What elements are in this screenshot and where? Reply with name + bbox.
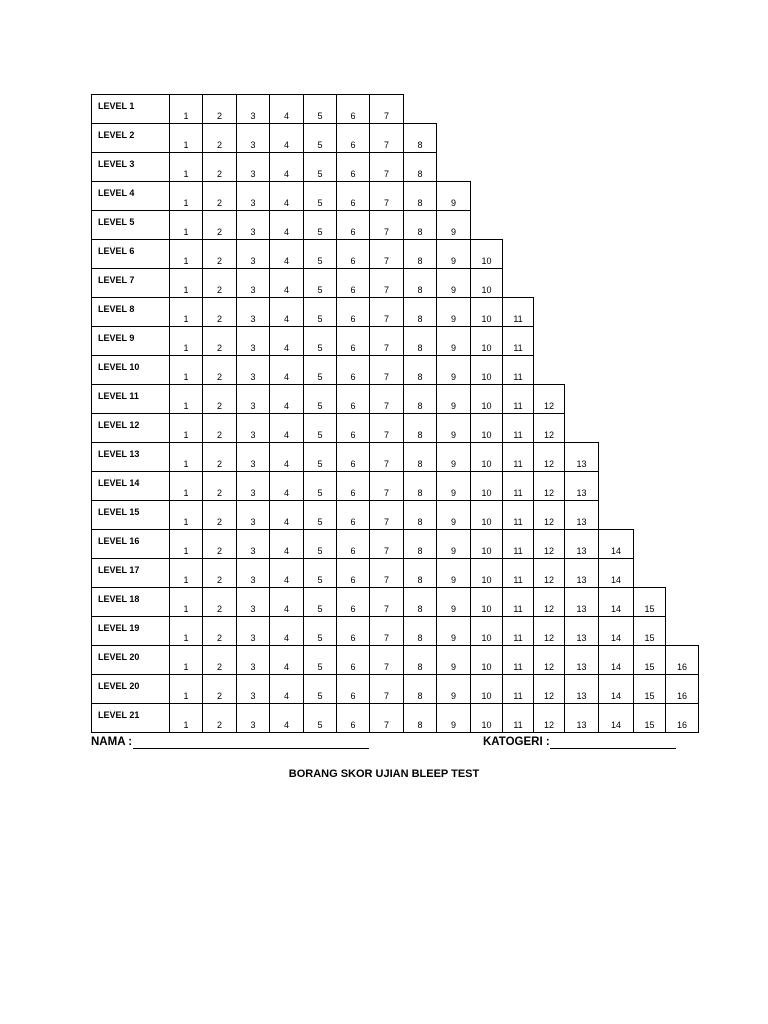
shuttle-cell[interactable]: 8 bbox=[403, 587, 437, 617]
shuttle-cell[interactable]: 6 bbox=[336, 674, 370, 704]
shuttle-cell[interactable]: 10 bbox=[470, 500, 503, 530]
shuttle-cell[interactable]: 11 bbox=[502, 587, 534, 617]
shuttle-cell[interactable]: 10 bbox=[470, 355, 503, 385]
level-label: LEVEL 19 bbox=[91, 616, 170, 646]
shuttle-cell[interactable]: 4 bbox=[269, 442, 304, 472]
shuttle-cell[interactable]: 9 bbox=[436, 471, 471, 501]
shuttle-cell[interactable]: 6 bbox=[336, 645, 370, 675]
shuttle-cell[interactable]: 5 bbox=[303, 558, 337, 588]
level-label: LEVEL 20 bbox=[91, 645, 170, 675]
shuttle-cell[interactable]: 15 bbox=[633, 674, 666, 704]
shuttle-cell[interactable]: 6 bbox=[336, 529, 370, 559]
form-title: BORANG SKOR UJIAN BLEEP TEST bbox=[288, 768, 480, 780]
level-label: LEVEL 1 bbox=[91, 94, 170, 124]
shuttle-cell[interactable]: 8 bbox=[403, 500, 437, 530]
shuttle-cell[interactable]: 5 bbox=[303, 268, 337, 298]
shuttle-cell[interactable]: 7 bbox=[369, 355, 404, 385]
shuttle-cell[interactable]: 1 bbox=[169, 587, 203, 617]
level-label: LEVEL 7 bbox=[91, 268, 170, 298]
shuttle-cell[interactable]: 4 bbox=[269, 210, 304, 240]
shuttle-cell[interactable]: 2 bbox=[202, 239, 237, 269]
shuttle-cell[interactable]: 5 bbox=[303, 645, 337, 675]
shuttle-cell[interactable]: 4 bbox=[269, 645, 304, 675]
shuttle-cell[interactable]: 4 bbox=[269, 471, 304, 501]
shuttle-cell[interactable]: 6 bbox=[336, 616, 370, 646]
shuttle-cell[interactable]: 9 bbox=[436, 587, 471, 617]
shuttle-cell[interactable]: 8 bbox=[403, 703, 437, 733]
name-field-line[interactable] bbox=[133, 748, 369, 749]
shuttle-cell[interactable]: 6 bbox=[336, 326, 370, 356]
shuttle-cell[interactable]: 4 bbox=[269, 384, 304, 414]
shuttle-cell[interactable]: 3 bbox=[236, 442, 270, 472]
shuttle-cell[interactable]: 8 bbox=[403, 355, 437, 385]
shuttle-cell[interactable]: 9 bbox=[436, 297, 471, 327]
level-label: LEVEL 20 bbox=[91, 674, 170, 704]
shuttle-cell[interactable]: 9 bbox=[436, 616, 471, 646]
shuttle-cell[interactable]: 2 bbox=[202, 326, 237, 356]
shuttle-cell[interactable]: 2 bbox=[202, 703, 237, 733]
shuttle-cell[interactable]: 1 bbox=[169, 529, 203, 559]
shuttle-cell[interactable]: 4 bbox=[269, 94, 304, 124]
shuttle-cell[interactable]: 3 bbox=[236, 703, 270, 733]
shuttle-cell[interactable]: 11 bbox=[502, 471, 534, 501]
shuttle-cell[interactable]: 5 bbox=[303, 181, 337, 211]
shuttle-cell[interactable]: 1 bbox=[169, 268, 203, 298]
shuttle-cell[interactable]: 8 bbox=[403, 297, 437, 327]
shuttle-cell[interactable]: 14 bbox=[598, 529, 634, 559]
shuttle-cell[interactable]: 7 bbox=[369, 239, 404, 269]
shuttle-cell[interactable]: 12 bbox=[533, 587, 565, 617]
level-label: LEVEL 5 bbox=[91, 210, 170, 240]
shuttle-cell[interactable]: 12 bbox=[533, 500, 565, 530]
shuttle-cell[interactable]: 2 bbox=[202, 558, 237, 588]
shuttle-cell[interactable]: 6 bbox=[336, 442, 370, 472]
shuttle-cell[interactable]: 5 bbox=[303, 297, 337, 327]
level-label: LEVEL 2 bbox=[91, 123, 170, 153]
shuttle-cell[interactable]: 1 bbox=[169, 123, 203, 153]
shuttle-cell[interactable]: 4 bbox=[269, 268, 304, 298]
shuttle-cell[interactable]: 13 bbox=[564, 442, 599, 472]
shuttle-cell[interactable]: 3 bbox=[236, 94, 270, 124]
shuttle-cell[interactable]: 9 bbox=[436, 210, 471, 240]
shuttle-cell[interactable]: 3 bbox=[236, 471, 270, 501]
shuttle-cell[interactable]: 9 bbox=[436, 558, 471, 588]
shuttle-cell[interactable]: 4 bbox=[269, 152, 304, 182]
shuttle-cell[interactable]: 2 bbox=[202, 210, 237, 240]
shuttle-cell[interactable]: 11 bbox=[502, 384, 534, 414]
level-label: LEVEL 11 bbox=[91, 384, 170, 414]
shuttle-cell[interactable]: 5 bbox=[303, 674, 337, 704]
shuttle-cell[interactable]: 15 bbox=[633, 645, 666, 675]
shuttle-cell[interactable]: 8 bbox=[403, 268, 437, 298]
shuttle-cell[interactable]: 6 bbox=[336, 152, 370, 182]
shuttle-cell[interactable]: 4 bbox=[269, 703, 304, 733]
shuttle-cell[interactable]: 9 bbox=[436, 645, 471, 675]
level-label: LEVEL 15 bbox=[91, 500, 170, 530]
shuttle-cell[interactable]: 5 bbox=[303, 94, 337, 124]
shuttle-cell[interactable]: 13 bbox=[564, 500, 599, 530]
shuttle-cell[interactable]: 5 bbox=[303, 529, 337, 559]
shuttle-cell[interactable]: 12 bbox=[533, 674, 565, 704]
shuttle-cell[interactable]: 13 bbox=[564, 558, 599, 588]
shuttle-cell[interactable]: 12 bbox=[533, 645, 565, 675]
shuttle-cell[interactable]: 5 bbox=[303, 355, 337, 385]
shuttle-cell[interactable]: 6 bbox=[336, 123, 370, 153]
shuttle-cell[interactable]: 4 bbox=[269, 413, 304, 443]
shuttle-cell[interactable]: 2 bbox=[202, 442, 237, 472]
shuttle-cell[interactable]: 1 bbox=[169, 442, 203, 472]
shuttle-cell[interactable]: 4 bbox=[269, 326, 304, 356]
shuttle-cell[interactable]: 7 bbox=[369, 471, 404, 501]
shuttle-cell[interactable]: 7 bbox=[369, 500, 404, 530]
shuttle-cell[interactable]: 8 bbox=[403, 239, 437, 269]
shuttle-cell[interactable]: 6 bbox=[336, 210, 370, 240]
shuttle-cell[interactable]: 1 bbox=[169, 297, 203, 327]
shuttle-cell[interactable]: 3 bbox=[236, 645, 270, 675]
shuttle-cell[interactable]: 10 bbox=[470, 442, 503, 472]
shuttle-cell[interactable]: 9 bbox=[436, 384, 471, 414]
shuttle-cell[interactable]: 1 bbox=[169, 210, 203, 240]
shuttle-cell[interactable]: 3 bbox=[236, 413, 270, 443]
shuttle-cell[interactable]: 5 bbox=[303, 587, 337, 617]
shuttle-cell[interactable]: 2 bbox=[202, 355, 237, 385]
shuttle-cell[interactable]: 11 bbox=[502, 442, 534, 472]
shuttle-cell[interactable]: 3 bbox=[236, 587, 270, 617]
shuttle-cell[interactable]: 7 bbox=[369, 645, 404, 675]
shuttle-cell[interactable]: 8 bbox=[403, 645, 437, 675]
shuttle-cell[interactable]: 1 bbox=[169, 413, 203, 443]
shuttle-cell[interactable]: 5 bbox=[303, 210, 337, 240]
shuttle-cell[interactable]: 5 bbox=[303, 616, 337, 646]
shuttle-cell[interactable]: 4 bbox=[269, 674, 304, 704]
shuttle-cell[interactable]: 3 bbox=[236, 123, 270, 153]
shuttle-cell[interactable]: 10 bbox=[470, 239, 503, 269]
shuttle-cell[interactable]: 11 bbox=[502, 355, 534, 385]
shuttle-cell[interactable]: 5 bbox=[303, 442, 337, 472]
shuttle-cell[interactable]: 10 bbox=[470, 558, 503, 588]
shuttle-cell[interactable]: 13 bbox=[564, 616, 599, 646]
shuttle-cell[interactable]: 2 bbox=[202, 529, 237, 559]
shuttle-cell[interactable]: 7 bbox=[369, 674, 404, 704]
shuttle-cell[interactable]: 14 bbox=[598, 703, 634, 733]
shuttle-cell[interactable]: 5 bbox=[303, 413, 337, 443]
shuttle-cell[interactable]: 6 bbox=[336, 587, 370, 617]
category-label: KATOGERI : bbox=[483, 736, 550, 748]
shuttle-cell[interactable]: 13 bbox=[564, 674, 599, 704]
shuttle-cell[interactable]: 12 bbox=[533, 413, 565, 443]
shuttle-cell[interactable]: 5 bbox=[303, 500, 337, 530]
shuttle-cell[interactable]: 4 bbox=[269, 355, 304, 385]
shuttle-cell[interactable]: 6 bbox=[336, 413, 370, 443]
shuttle-cell[interactable]: 11 bbox=[502, 674, 534, 704]
level-label: LEVEL 9 bbox=[91, 326, 170, 356]
shuttle-cell[interactable]: 8 bbox=[403, 616, 437, 646]
shuttle-cell[interactable]: 4 bbox=[269, 500, 304, 530]
shuttle-cell[interactable]: 4 bbox=[269, 529, 304, 559]
level-label: LEVEL 12 bbox=[91, 413, 170, 443]
shuttle-cell[interactable]: 9 bbox=[436, 239, 471, 269]
shuttle-cell[interactable]: 2 bbox=[202, 645, 237, 675]
shuttle-cell[interactable]: 3 bbox=[236, 297, 270, 327]
shuttle-cell[interactable]: 2 bbox=[202, 123, 237, 153]
level-label: LEVEL 13 bbox=[91, 442, 170, 472]
shuttle-cell[interactable]: 6 bbox=[336, 94, 370, 124]
shuttle-cell[interactable]: 5 bbox=[303, 123, 337, 153]
shuttle-cell[interactable]: 10 bbox=[470, 413, 503, 443]
shuttle-cell[interactable]: 13 bbox=[564, 471, 599, 501]
shuttle-cell[interactable]: 1 bbox=[169, 471, 203, 501]
shuttle-cell[interactable]: 7 bbox=[369, 123, 404, 153]
shuttle-cell[interactable]: 1 bbox=[169, 616, 203, 646]
shuttle-cell[interactable]: 11 bbox=[502, 529, 534, 559]
shuttle-cell[interactable]: 2 bbox=[202, 587, 237, 617]
shuttle-cell[interactable]: 9 bbox=[436, 413, 471, 443]
level-label: LEVEL 21 bbox=[91, 703, 170, 733]
shuttle-cell[interactable]: 10 bbox=[470, 297, 503, 327]
shuttle-cell[interactable]: 6 bbox=[336, 181, 370, 211]
level-label: LEVEL 8 bbox=[91, 297, 170, 327]
shuttle-cell[interactable]: 13 bbox=[564, 645, 599, 675]
shuttle-cell[interactable]: 1 bbox=[169, 674, 203, 704]
shuttle-cell[interactable]: 2 bbox=[202, 297, 237, 327]
shuttle-cell[interactable]: 1 bbox=[169, 384, 203, 414]
shuttle-cell[interactable]: 3 bbox=[236, 210, 270, 240]
shuttle-cell[interactable]: 5 bbox=[303, 384, 337, 414]
shuttle-cell[interactable]: 3 bbox=[236, 500, 270, 530]
shuttle-cell[interactable]: 6 bbox=[336, 297, 370, 327]
shuttle-cell[interactable]: 2 bbox=[202, 384, 237, 414]
shuttle-cell[interactable]: 1 bbox=[169, 94, 203, 124]
shuttle-cell[interactable]: 10 bbox=[470, 587, 503, 617]
shuttle-cell[interactable]: 6 bbox=[336, 268, 370, 298]
shuttle-cell[interactable]: 8 bbox=[403, 123, 437, 153]
shuttle-cell[interactable]: 9 bbox=[436, 674, 471, 704]
shuttle-cell[interactable]: 4 bbox=[269, 558, 304, 588]
shuttle-cell[interactable]: 5 bbox=[303, 703, 337, 733]
shuttle-cell[interactable]: 6 bbox=[336, 239, 370, 269]
level-label: LEVEL 17 bbox=[91, 558, 170, 588]
shuttle-cell[interactable]: 4 bbox=[269, 181, 304, 211]
shuttle-cell[interactable]: 14 bbox=[598, 645, 634, 675]
shuttle-cell[interactable]: 13 bbox=[564, 703, 599, 733]
shuttle-cell[interactable]: 7 bbox=[369, 297, 404, 327]
name-label: NAMA : bbox=[91, 736, 133, 748]
shuttle-cell[interactable]: 7 bbox=[369, 384, 404, 414]
shuttle-cell[interactable]: 10 bbox=[470, 268, 503, 298]
shuttle-cell[interactable]: 5 bbox=[303, 239, 337, 269]
shuttle-cell[interactable]: 7 bbox=[369, 268, 404, 298]
shuttle-cell[interactable]: 8 bbox=[403, 471, 437, 501]
shuttle-cell[interactable]: 1 bbox=[169, 181, 203, 211]
shuttle-cell[interactable]: 2 bbox=[202, 471, 237, 501]
shuttle-cell[interactable]: 10 bbox=[470, 326, 503, 356]
shuttle-cell[interactable]: 2 bbox=[202, 674, 237, 704]
shuttle-cell[interactable]: 4 bbox=[269, 239, 304, 269]
shuttle-cell[interactable]: 6 bbox=[336, 558, 370, 588]
shuttle-cell[interactable]: 10 bbox=[470, 529, 503, 559]
shuttle-cell[interactable]: 3 bbox=[236, 181, 270, 211]
shuttle-cell[interactable]: 15 bbox=[633, 616, 666, 646]
category-field-line[interactable] bbox=[550, 748, 676, 749]
shuttle-cell[interactable]: 13 bbox=[564, 529, 599, 559]
shuttle-cell[interactable]: 10 bbox=[470, 471, 503, 501]
shuttle-cell[interactable]: 16 bbox=[665, 674, 699, 704]
shuttle-cell[interactable]: 6 bbox=[336, 500, 370, 530]
shuttle-cell[interactable]: 2 bbox=[202, 413, 237, 443]
shuttle-cell[interactable]: 7 bbox=[369, 210, 404, 240]
shuttle-cell[interactable]: 4 bbox=[269, 297, 304, 327]
shuttle-cell[interactable]: 8 bbox=[403, 210, 437, 240]
shuttle-cell[interactable]: 12 bbox=[533, 616, 565, 646]
shuttle-cell[interactable]: 9 bbox=[436, 268, 471, 298]
shuttle-cell[interactable]: 7 bbox=[369, 703, 404, 733]
shuttle-cell[interactable]: 3 bbox=[236, 529, 270, 559]
shuttle-cell[interactable]: 4 bbox=[269, 587, 304, 617]
shuttle-cell[interactable]: 5 bbox=[303, 152, 337, 182]
shuttle-cell[interactable]: 3 bbox=[236, 616, 270, 646]
shuttle-cell[interactable]: 7 bbox=[369, 326, 404, 356]
shuttle-cell[interactable]: 2 bbox=[202, 268, 237, 298]
shuttle-cell[interactable]: 1 bbox=[169, 152, 203, 182]
shuttle-cell[interactable]: 3 bbox=[236, 674, 270, 704]
shuttle-cell[interactable]: 4 bbox=[269, 123, 304, 153]
shuttle-cell[interactable]: 12 bbox=[533, 703, 565, 733]
shuttle-cell[interactable]: 2 bbox=[202, 152, 237, 182]
shuttle-cell[interactable]: 8 bbox=[403, 152, 437, 182]
level-label: LEVEL 16 bbox=[91, 529, 170, 559]
shuttle-cell[interactable]: 3 bbox=[236, 558, 270, 588]
shuttle-cell[interactable]: 8 bbox=[403, 442, 437, 472]
level-label: LEVEL 18 bbox=[91, 587, 170, 617]
shuttle-cell[interactable]: 11 bbox=[502, 297, 534, 327]
shuttle-cell[interactable]: 7 bbox=[369, 529, 404, 559]
shuttle-cell[interactable]: 14 bbox=[598, 616, 634, 646]
shuttle-cell[interactable]: 4 bbox=[269, 616, 304, 646]
shuttle-cell[interactable]: 1 bbox=[169, 326, 203, 356]
shuttle-cell[interactable]: 7 bbox=[369, 413, 404, 443]
shuttle-cell[interactable]: 2 bbox=[202, 94, 237, 124]
shuttle-cell[interactable]: 1 bbox=[169, 645, 203, 675]
shuttle-cell[interactable]: 14 bbox=[598, 558, 634, 588]
shuttle-cell[interactable]: 3 bbox=[236, 152, 270, 182]
shuttle-cell[interactable]: 1 bbox=[169, 500, 203, 530]
shuttle-cell[interactable]: 10 bbox=[470, 703, 503, 733]
shuttle-cell[interactable]: 2 bbox=[202, 181, 237, 211]
shuttle-cell[interactable]: 16 bbox=[665, 703, 699, 733]
shuttle-cell[interactable]: 11 bbox=[502, 558, 534, 588]
shuttle-cell[interactable]: 12 bbox=[533, 558, 565, 588]
shuttle-cell[interactable]: 11 bbox=[502, 500, 534, 530]
shuttle-cell[interactable]: 7 bbox=[369, 442, 404, 472]
shuttle-cell[interactable]: 3 bbox=[236, 326, 270, 356]
shuttle-cell[interactable]: 7 bbox=[369, 181, 404, 211]
shuttle-cell[interactable]: 7 bbox=[369, 558, 404, 588]
shuttle-cell[interactable]: 8 bbox=[403, 413, 437, 443]
shuttle-cell[interactable]: 15 bbox=[633, 587, 666, 617]
shuttle-cell[interactable]: 10 bbox=[470, 674, 503, 704]
shuttle-cell[interactable]: 5 bbox=[303, 326, 337, 356]
shuttle-cell[interactable]: 11 bbox=[502, 703, 534, 733]
shuttle-cell[interactable]: 14 bbox=[598, 674, 634, 704]
shuttle-cell[interactable]: 9 bbox=[436, 703, 471, 733]
shuttle-cell[interactable]: 6 bbox=[336, 355, 370, 385]
shuttle-cell[interactable]: 8 bbox=[403, 326, 437, 356]
shuttle-cell[interactable]: 6 bbox=[336, 703, 370, 733]
shuttle-cell[interactable]: 11 bbox=[502, 413, 534, 443]
shuttle-cell[interactable]: 7 bbox=[369, 152, 404, 182]
shuttle-cell[interactable]: 11 bbox=[502, 616, 534, 646]
shuttle-cell[interactable]: 7 bbox=[369, 616, 404, 646]
level-label: LEVEL 10 bbox=[91, 355, 170, 385]
shuttle-cell[interactable]: 9 bbox=[436, 355, 471, 385]
shuttle-cell[interactable]: 9 bbox=[436, 326, 471, 356]
shuttle-cell[interactable]: 13 bbox=[564, 587, 599, 617]
level-label: LEVEL 14 bbox=[91, 471, 170, 501]
shuttle-cell[interactable]: 1 bbox=[169, 239, 203, 269]
shuttle-cell[interactable]: 14 bbox=[598, 587, 634, 617]
shuttle-cell[interactable]: 8 bbox=[403, 674, 437, 704]
shuttle-cell[interactable]: 3 bbox=[236, 268, 270, 298]
shuttle-cell[interactable]: 7 bbox=[369, 587, 404, 617]
shuttle-cell[interactable]: 12 bbox=[533, 529, 565, 559]
shuttle-cell[interactable]: 9 bbox=[436, 181, 471, 211]
shuttle-cell[interactable]: 12 bbox=[533, 384, 565, 414]
shuttle-cell[interactable]: 6 bbox=[336, 471, 370, 501]
shuttle-cell[interactable]: 16 bbox=[665, 645, 699, 675]
shuttle-cell[interactable]: 3 bbox=[236, 384, 270, 414]
shuttle-cell[interactable]: 1 bbox=[169, 703, 203, 733]
level-label: LEVEL 4 bbox=[91, 181, 170, 211]
shuttle-cell[interactable]: 10 bbox=[470, 616, 503, 646]
shuttle-cell[interactable]: 12 bbox=[533, 442, 565, 472]
shuttle-cell[interactable]: 6 bbox=[336, 384, 370, 414]
shuttle-cell[interactable]: 5 bbox=[303, 471, 337, 501]
shuttle-cell[interactable]: 3 bbox=[236, 355, 270, 385]
shuttle-cell[interactable]: 2 bbox=[202, 500, 237, 530]
level-label: LEVEL 6 bbox=[91, 239, 170, 269]
shuttle-cell[interactable]: 10 bbox=[470, 384, 503, 414]
shuttle-cell[interactable]: 7 bbox=[369, 94, 404, 124]
shuttle-cell[interactable]: 3 bbox=[236, 239, 270, 269]
shuttle-cell[interactable]: 12 bbox=[533, 471, 565, 501]
shuttle-cell[interactable]: 9 bbox=[436, 442, 471, 472]
shuttle-cell[interactable]: 1 bbox=[169, 558, 203, 588]
shuttle-cell[interactable]: 8 bbox=[403, 529, 437, 559]
shuttle-cell[interactable]: 10 bbox=[470, 645, 503, 675]
shuttle-cell[interactable]: 8 bbox=[403, 181, 437, 211]
shuttle-cell[interactable]: 9 bbox=[436, 529, 471, 559]
shuttle-cell[interactable]: 8 bbox=[403, 384, 437, 414]
level-label: LEVEL 3 bbox=[91, 152, 170, 182]
shuttle-cell[interactable]: 9 bbox=[436, 500, 471, 530]
shuttle-cell[interactable]: 11 bbox=[502, 326, 534, 356]
shuttle-cell[interactable]: 1 bbox=[169, 355, 203, 385]
shuttle-cell[interactable]: 15 bbox=[633, 703, 666, 733]
shuttle-cell[interactable]: 2 bbox=[202, 616, 237, 646]
shuttle-cell[interactable]: 11 bbox=[502, 645, 534, 675]
shuttle-cell[interactable]: 8 bbox=[403, 558, 437, 588]
